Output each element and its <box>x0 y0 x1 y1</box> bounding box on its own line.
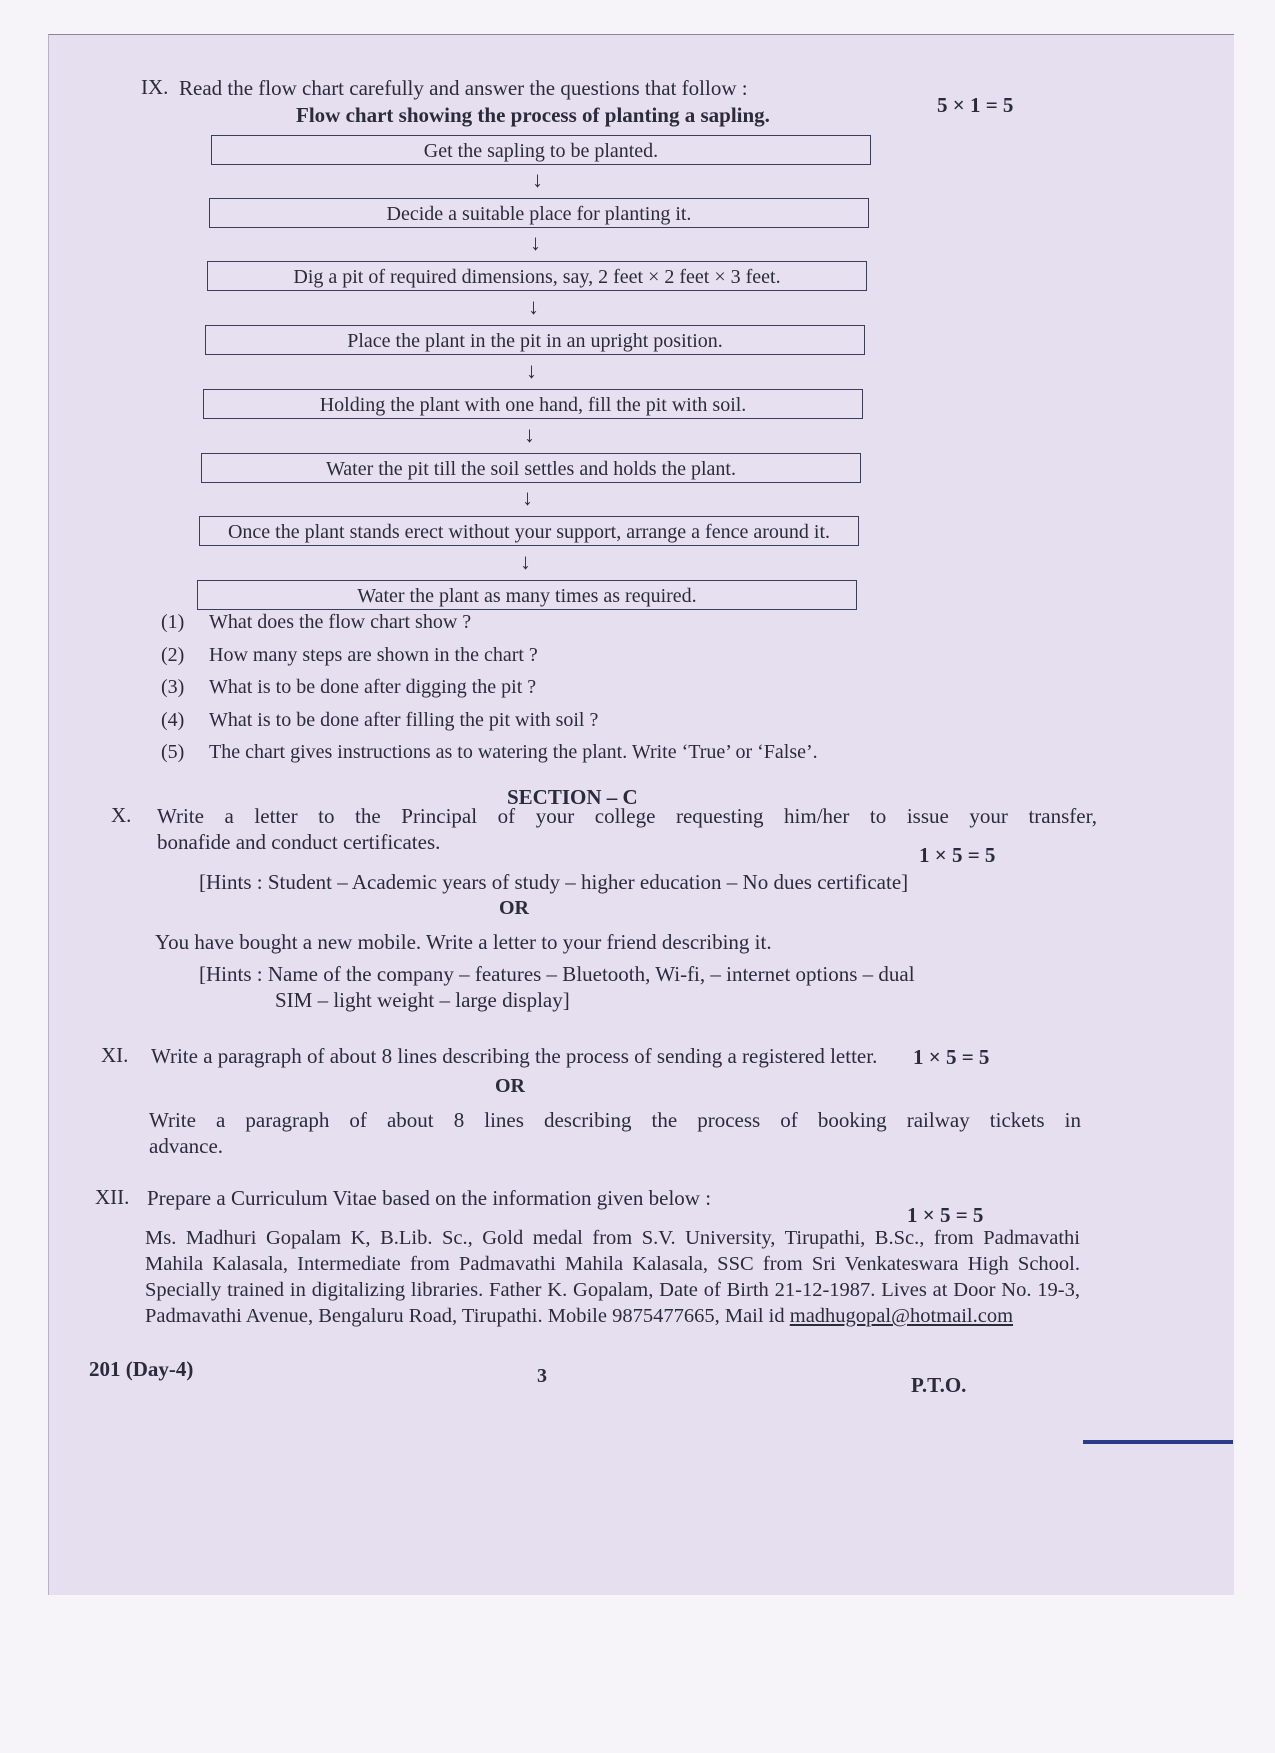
marks-label: 1 × 5 = 5 <box>913 1045 990 1069</box>
list-item <box>161 709 598 732</box>
item-number: (3) <box>161 676 185 698</box>
question-number: X. <box>111 803 132 827</box>
item-number: (2) <box>161 644 185 666</box>
or-label: OR <box>499 897 529 919</box>
item-text: The chart gives instructions as to watering the plant. Write ‘True’ or ‘False’. <box>209 741 818 763</box>
pto-label: P.T.O. <box>911 1373 967 1397</box>
down-arrow-icon: ↓ <box>530 230 541 255</box>
paper-code: 201 (Day-4) <box>89 1357 194 1381</box>
flowchart-step: Holding the plant with one hand, fill the pit with soil. <box>203 389 863 419</box>
down-arrow-icon: ↓ <box>532 167 543 192</box>
item-number: (1) <box>161 611 185 633</box>
divider <box>1083 1440 1233 1444</box>
down-arrow-icon: ↓ <box>522 485 533 510</box>
flowchart-step: Get the sapling to be planted. <box>211 135 871 165</box>
exam-page <box>48 34 1234 1595</box>
item-text: What is to be done after filling the pit with soil ? <box>209 709 599 731</box>
question-text: Prepare a Curriculum Vitae based on the information given below : <box>147 1186 712 1210</box>
hints-text-continued: SIM – light weight – large display] <box>275 988 570 1012</box>
down-arrow-icon: ↓ <box>524 422 535 447</box>
section-heading: SECTION – C <box>507 785 638 809</box>
or-label: OR <box>495 1075 525 1097</box>
hints-text: [Hints : Name of the company – features – Bluetooth, Wi-fi, – internet options – dual <box>199 962 915 986</box>
item-number: (5) <box>161 741 185 763</box>
item-text: What is to be done after digging the pit ? <box>209 676 537 698</box>
marks-label: 1 × 5 = 5 <box>907 1203 984 1227</box>
email-link[interactable]: madhugopal@hotmail.com <box>789 1305 1014 1327</box>
question-text-continued: bonafide and conduct certificates. <box>157 830 441 854</box>
question-text: Write a letter to the Principal of your college requesting him/her to issue your transfer, <box>157 804 1097 828</box>
alternative-question-text: Write a paragraph of about 8 lines describing the process of booking railway tickets in <box>149 1108 1081 1132</box>
down-arrow-icon: ↓ <box>526 358 537 383</box>
list-item <box>161 611 471 634</box>
question-number: XII. <box>95 1185 130 1209</box>
list-item <box>161 676 536 699</box>
item-number: (4) <box>161 709 185 731</box>
flowchart-step: Decide a suitable place for planting it. <box>209 198 869 228</box>
flowchart-title: Flow chart showing the process of planting a sapling. <box>296 103 770 127</box>
cv-details: Ms. Madhuri Gopalam K, B.Lib. Sc., Gold medal from S.V. University, Tirupathi, B.Sc., from Padmavathi Mahila Kalasala, Intermediate from Padmavathi Mahila Kalasala, SSC from Sri Venkateswara High School. Specially trained in digitalizing libraries. Father K. Gopalam, Date of Birth 21-12-1987. Lives at Door No. 19-3, Padmavathi Avenue, Bengaluru Road, Tirupathi. Mobile 9875477665, Mail id <box>145 1227 1080 1327</box>
item-text: What does the flow chart show ? <box>209 611 472 633</box>
down-arrow-icon: ↓ <box>520 549 531 574</box>
flowchart-step: Water the pit till the soil settles and holds the plant. <box>201 453 861 483</box>
question-text: Write a paragraph of about 8 lines describing the process of sending a registered letter. <box>151 1044 878 1068</box>
list-item <box>161 741 818 764</box>
hints-text: [Hints : Student – Academic years of study – higher education – No dues certificate] <box>199 870 909 894</box>
item-text: How many steps are shown in the chart ? <box>209 644 538 666</box>
list-item <box>161 644 538 667</box>
flowchart-step: Water the plant as many times as required. <box>197 580 857 610</box>
question-number: XI. <box>101 1043 129 1067</box>
question-number: IX. <box>141 75 169 99</box>
marks-label: 1 × 5 = 5 <box>919 843 996 867</box>
flowchart-step: Once the plant stands erect without your support, arrange a fence around it. <box>199 516 859 546</box>
alternative-question-text-continued: advance. <box>149 1134 224 1158</box>
flowchart-step: Place the plant in the pit in an upright position. <box>205 325 865 355</box>
flowchart-step: Dig a pit of required dimensions, say, 2 feet × 2 feet × 3 feet. <box>207 261 867 291</box>
cv-information <box>145 1225 1080 1329</box>
down-arrow-icon: ↓ <box>528 294 539 319</box>
page-number: 3 <box>537 1365 547 1387</box>
marks-label: 5 × 1 = 5 <box>937 93 1014 117</box>
alternative-question-text: You have bought a new mobile. Write a letter to your friend describing it. <box>155 930 772 954</box>
question-text: Read the flow chart carefully and answer the questions that follow : <box>179 76 748 100</box>
